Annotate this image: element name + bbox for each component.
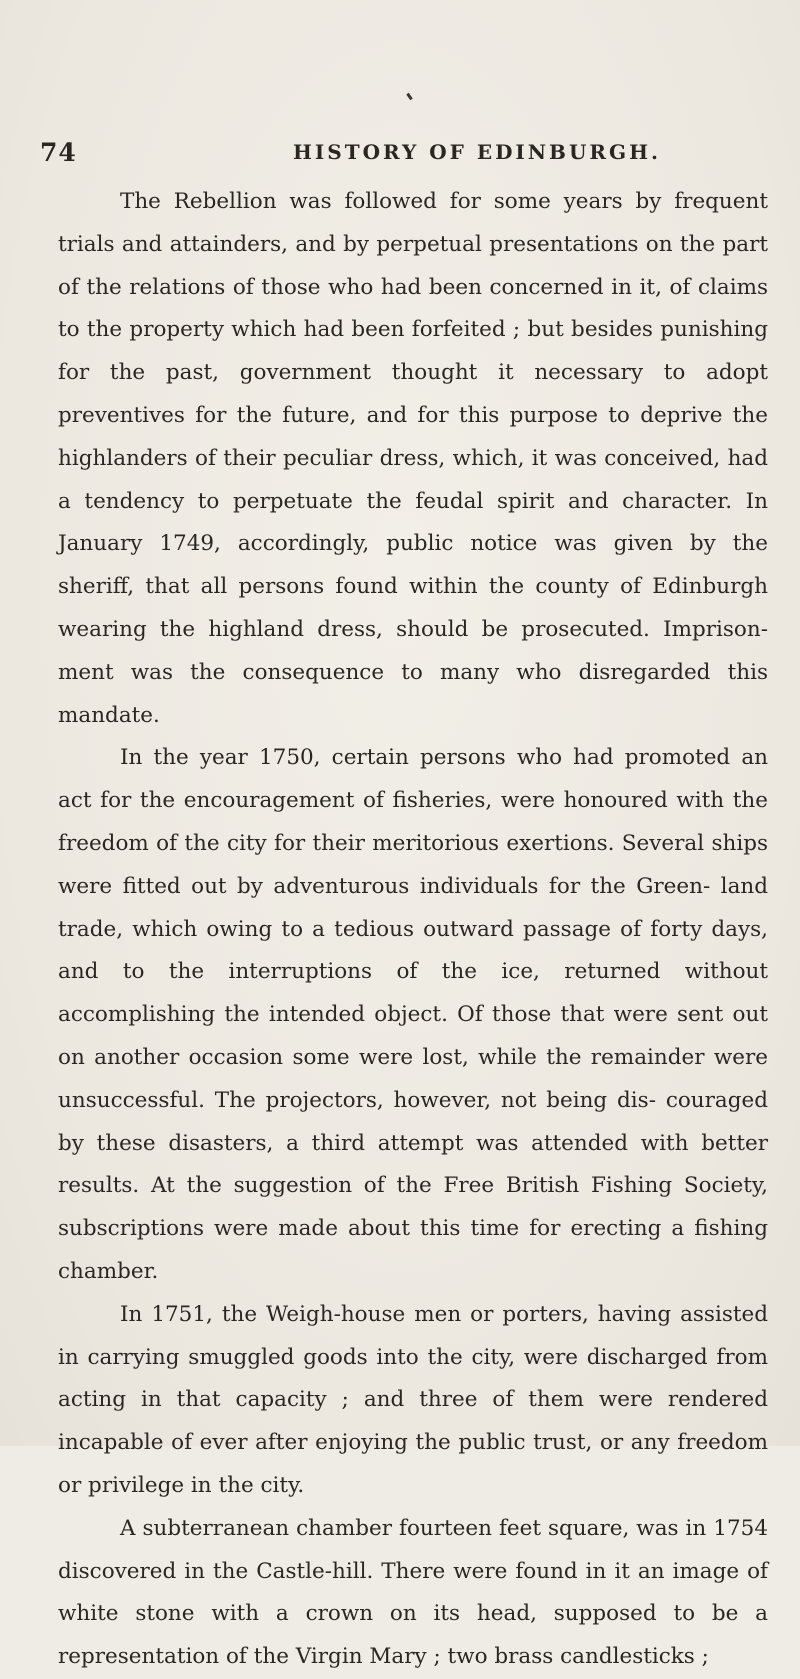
paragraph-subterranean-chamber: A subterranean chamber fourteen feet square, was in 1754 discovered in the Castle-hill. There were found in it an image of white stone with a crown on its head, supposed to be a representation of the Virgin Mary ; two brass candlesticks ; (58, 1515, 768, 1670)
paragraph-fisheries: In the year 1750, certain persons who had promoted an act for the encouragement of fisheries, were honoured with the freedom of the city for their meritorious exertions. Several ships were fitted out by adventurous individuals for the Green- land trade, which owing to a tedious outward passage of forty days, and to the interruptions of the ice, returned without accomplishing the intended object. Of those that were sent out on another occasion some were lost, while the remainder were unsuccessful. The projectors, however, not being dis- couraged by these disasters, a third attempt was attended with better results. At the suggestion of the Free British Fishing Society, subscriptions were made about this time for erecting a fishing chamber. (58, 745, 768, 1284)
running-head (40, 138, 760, 168)
paragraph-rebellion: The Rebellion was followed for some years by frequent trials and attainders, and by perpetual presentations on the part of the relations of those who had been concerned in it, of claims to the property which had been forfeited ; but besides punishing for the past, government thought it necessary to adopt preventives for the future, and for this purpose to deprive the highlanders of their peculiar dress, which, it was conceived, had a tendency to perpetuate the feudal spirit and character. In January 1749, accordingly, public notice was given by the sheriff, that all persons found within the county of Edinburgh wearing the highland dress, should be prosecuted. Imprison- ment was the consequence to many who disregarded this mandate. (58, 189, 768, 728)
running-title: HISTORY OF EDINBURGH. (293, 140, 661, 164)
paragraph-weigh-house: In 1751, the Weigh-house men or porters, having assisted in carrying smuggled goods into the city, were discharged from acting in that capacity ; and three of them were rendered incapable of ever after enjoying the public trust, or any freedom or privilege in the city. (58, 1301, 768, 1498)
stray-ink-mark (406, 93, 412, 100)
page-number: 74 (40, 138, 77, 167)
body-text (58, 181, 768, 1679)
